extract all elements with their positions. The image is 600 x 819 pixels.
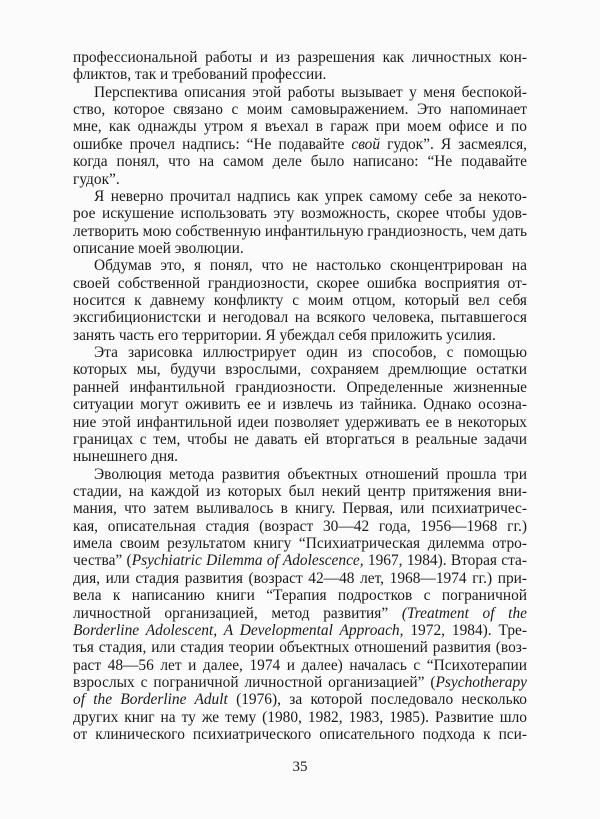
text-line xyxy=(73,309,527,326)
italic-text: Psychiatric Dilemma of Adolescence, xyxy=(131,552,364,570)
text-line xyxy=(73,171,527,188)
text-line xyxy=(73,275,527,292)
text-span: от клинического психиатрического описательного подхода к пси- xyxy=(73,726,527,744)
page-number: 35 xyxy=(292,759,308,775)
text-span: нынешнего дня. xyxy=(73,448,179,466)
text-span: границах с тем, чтобы не давать ей вторгаться в реальные задачи xyxy=(73,430,527,448)
text-span: носится к давнему конфликту с моим отцом, который вел себя xyxy=(73,292,527,310)
text-span: ошибке прочел надпись: “Не подавайте xyxy=(73,135,352,153)
text-line xyxy=(73,414,527,431)
text-span: которых мы, будучи взрослыми, сохраняем дремлющие остатки xyxy=(73,361,527,379)
text-span: рое искушение использовать эту возможность, скорее чтобы удов- xyxy=(73,205,527,223)
text-span: гудок”. xyxy=(73,170,120,188)
text-span: ство, которое связано с моим самовыражением. Это напоминает xyxy=(73,101,527,119)
text-line xyxy=(73,709,527,726)
paragraph xyxy=(73,188,527,257)
text-span: (1976), за которой последовало несколько xyxy=(227,691,527,709)
text-line xyxy=(73,587,527,604)
text-span: других книг на ту же тему (1980, 1982, 1983, 1985). Развитие шло xyxy=(73,708,527,726)
text-line xyxy=(73,431,527,448)
paragraph xyxy=(73,257,527,344)
text-span: 1972, 1984). Тре- xyxy=(403,621,527,639)
text-line xyxy=(73,639,527,656)
text-span: стадии, на каждой из которых был некий центр притяжения вни- xyxy=(73,482,527,500)
text-span: Я неверно прочитал надпись как упрек самому себе за некото- xyxy=(94,187,527,205)
text-line xyxy=(73,552,527,569)
text-line xyxy=(73,500,527,517)
text-span: тья стадия, или стадия теории объектных отношений развития (воз- xyxy=(73,639,527,657)
text-span: чества” ( xyxy=(73,552,132,570)
text-span: профессиональной работы и из разрешения как личностных кон- xyxy=(73,49,527,66)
text-span: Эта зарисовка иллюстрирует один из способов, с помощью xyxy=(94,344,527,362)
text-span: вела к написанию книги “Терапия подростков с пограничной xyxy=(73,587,527,605)
text-line xyxy=(73,327,527,344)
paragraph xyxy=(73,344,527,466)
text-line xyxy=(73,605,527,622)
text-line xyxy=(73,49,527,66)
text-line xyxy=(73,136,527,153)
text-line xyxy=(73,691,527,708)
text-line xyxy=(73,292,527,309)
text-span: фликтов, так и требований профессии. xyxy=(73,66,327,84)
italic-text: Psychotherapy xyxy=(435,673,527,691)
text-span: раст 48—56 лет и далее, 1974 и далее) началась с “Психотерапии xyxy=(73,656,527,674)
text-span: имела своим результатом книгу “Психиатрическая дилемма отро- xyxy=(73,535,527,553)
text-line xyxy=(73,344,527,361)
text-span: личностной организацией, метод развития” xyxy=(73,604,402,622)
text-line xyxy=(73,240,527,257)
text-span: 1967, 1984). Вторая ста- xyxy=(363,552,527,570)
paragraph xyxy=(73,84,527,188)
text-line xyxy=(73,205,527,222)
page-body-text xyxy=(73,49,527,743)
text-line xyxy=(73,257,527,274)
text-line xyxy=(73,118,527,135)
text-line xyxy=(73,223,527,240)
text-line xyxy=(73,466,527,483)
text-line xyxy=(73,448,527,465)
text-span: описание моей эволюции. xyxy=(73,239,244,257)
text-span: ситуации могут оживить ее и извлечь из тайника. Однако осозна- xyxy=(73,396,527,414)
text-line xyxy=(73,657,527,674)
text-span: летворить мою собственную инфантильную грандиозность, чем дать xyxy=(73,222,527,240)
italic-text: of the Borderline Adult xyxy=(73,691,228,709)
text-line xyxy=(73,622,527,639)
text-line xyxy=(73,535,527,552)
text-line xyxy=(73,518,527,535)
text-line xyxy=(73,153,527,170)
italic-text: свой xyxy=(351,135,381,153)
text-span: Эволюция метода развития объектных отношений прошла три xyxy=(94,465,527,483)
italic-text: (Treatment of the xyxy=(401,604,527,622)
text-line xyxy=(73,188,527,205)
paragraph xyxy=(73,49,527,84)
text-span: дия, или стадия развития (возраст 42—48 лет, 1968—1974 гг.) при- xyxy=(73,569,527,587)
text-span: мания, что затем выливалось в книгу. Первая, или психиатричес- xyxy=(73,500,527,518)
text-span: Перспектива описания этой работы вызывает у меня беспокой- xyxy=(94,83,527,101)
text-span: мне, как однажды утром я въехал в гараж при моем офисе и по xyxy=(73,118,527,136)
italic-text: Borderline Adolescent, A Developmental Approach, xyxy=(73,621,404,639)
text-span: когда понял, что на самом деле было написано: “Не подавайте xyxy=(73,153,527,171)
text-line xyxy=(73,726,527,743)
text-span: Обдумав это, я понял, что не настолько сконцентрирован на xyxy=(94,257,527,275)
text-span: ние этой инфантильной идеи позволяет удерживать ее в некоторых xyxy=(73,413,527,431)
text-span: своей собственной грандиозности, скорее ошибка восприятия от- xyxy=(73,274,527,292)
text-span: занять часть его территории. Я убеждал себя приложить усилия. xyxy=(73,326,496,344)
text-line xyxy=(73,361,527,378)
text-line xyxy=(73,84,527,101)
text-line xyxy=(73,396,527,413)
text-line xyxy=(73,379,527,396)
paragraph xyxy=(73,466,527,744)
text-line xyxy=(73,66,527,83)
text-line xyxy=(73,674,527,691)
text-span: эксгибиционистски и негодовал на всякого человека, пытавшегося xyxy=(73,309,527,327)
text-span: кая, описательная стадия (возраст 30—42 года, 1956—1968 гг.) xyxy=(73,517,527,535)
text-line xyxy=(73,570,527,587)
text-line xyxy=(73,101,527,118)
text-span: взрослых с пограничной личностной организацией” ( xyxy=(73,673,436,691)
text-span: ранней инфантильной грандиозности. Определенные жизненные xyxy=(73,378,527,396)
text-line xyxy=(73,483,527,500)
text-span: гудок”. Я засмеялся, xyxy=(380,135,527,153)
